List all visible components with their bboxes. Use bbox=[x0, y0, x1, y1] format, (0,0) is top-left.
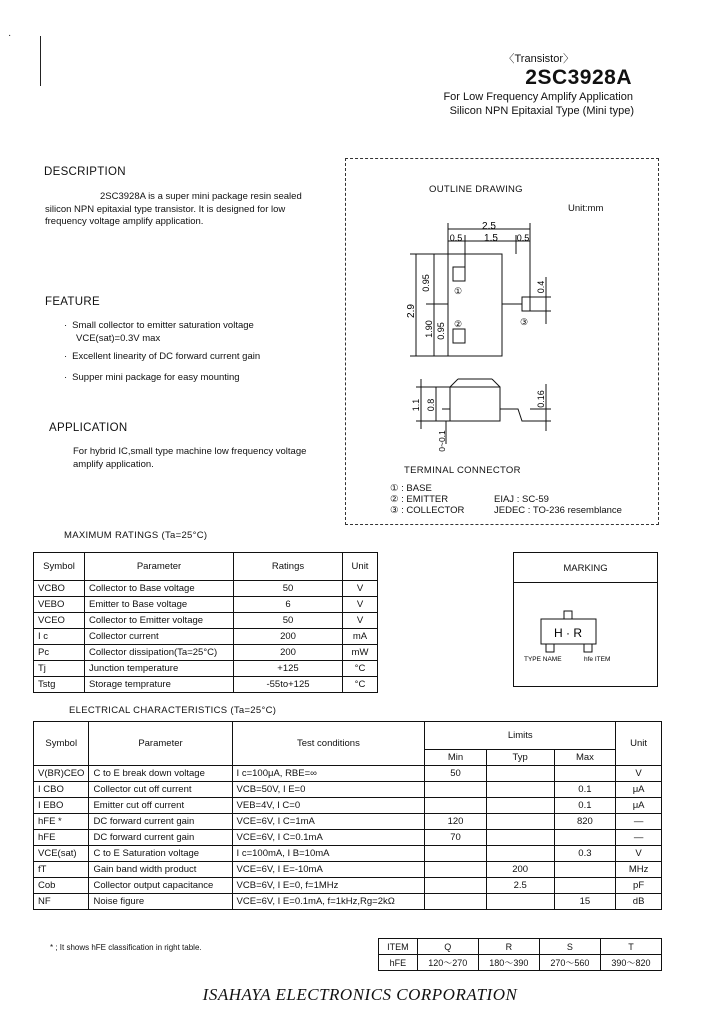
cell-typ bbox=[486, 798, 554, 814]
col-symbol: Symbol bbox=[34, 553, 85, 581]
cell-unit: MHz bbox=[616, 862, 662, 878]
cell-parameter: Gain band width product bbox=[89, 862, 232, 878]
cell-symbol: VCEO bbox=[34, 613, 85, 629]
cell-conditions: VEB=4V, I C=0 bbox=[232, 798, 425, 814]
cell-symbol: Tstg bbox=[34, 677, 85, 693]
electrical-table bbox=[33, 721, 662, 910]
table-row bbox=[34, 878, 662, 894]
cell-unit: V bbox=[343, 597, 378, 613]
footer-company: ISAHAYA ELECTRONICS CORPORATION bbox=[202, 985, 518, 1004]
cell-unit: V bbox=[343, 613, 378, 629]
cell-symbol: Cob bbox=[34, 878, 89, 894]
title-block bbox=[443, 50, 632, 118]
cell-symbol: hFE * bbox=[34, 814, 89, 830]
cell-min bbox=[425, 878, 486, 894]
outline-drawing-box bbox=[345, 158, 659, 525]
cell-parameter: Noise figure bbox=[89, 894, 232, 910]
cell-typ bbox=[486, 782, 554, 798]
cell-parameter: C to E Saturation voltage bbox=[89, 846, 232, 862]
package-standards: EIAJ : SC-59 JEDEC : TO-236 resemblance bbox=[494, 494, 622, 516]
cell-max bbox=[554, 830, 616, 846]
dim-0-5-left: 0.5 bbox=[449, 233, 463, 243]
dim-1-1: 1.1 bbox=[411, 398, 421, 412]
electrical-body bbox=[34, 766, 662, 910]
cell-rating: -55to+125 bbox=[234, 677, 343, 693]
table-row bbox=[34, 645, 378, 661]
hfe-value-cell: 120～270 bbox=[417, 955, 478, 971]
feature-item: · Supper mini package for easy mounting bbox=[64, 372, 354, 385]
dim-0-8: 0.8 bbox=[426, 398, 436, 412]
dim-2-5: 2.5 bbox=[482, 221, 496, 232]
cell-unit: mA bbox=[343, 629, 378, 645]
cell-unit: °C bbox=[343, 677, 378, 693]
marking-diagram bbox=[514, 585, 657, 685]
table-row bbox=[34, 613, 378, 629]
hfe-note: * ; It shows hFE classification in right table. bbox=[50, 943, 202, 952]
cell-conditions: VCE=6V, I C=1mA bbox=[232, 814, 425, 830]
cell-symbol: NF bbox=[34, 894, 89, 910]
cell-rating: 200 bbox=[234, 645, 343, 661]
cell-parameter: Junction temperature bbox=[85, 661, 234, 677]
cell-conditions: VCB=50V, I E=0 bbox=[232, 782, 425, 798]
hfe-class-table bbox=[378, 938, 662, 971]
cell-typ bbox=[486, 894, 554, 910]
cell-conditions: VCE=6V, I E=0.1mA, f=1kHz,Rg=2kΩ bbox=[232, 894, 425, 910]
hfe-head-cell: Q bbox=[417, 939, 478, 955]
dim-0-95-bottom: 0.95 bbox=[436, 322, 446, 340]
description-heading: DESCRIPTION bbox=[44, 166, 126, 178]
cell-unit: dB bbox=[616, 894, 662, 910]
unit-label: Unit:mm bbox=[568, 203, 604, 214]
hfe-head-cell: R bbox=[478, 939, 539, 955]
col-parameter: Parameter bbox=[89, 722, 232, 766]
outline-heading: OUTLINE DRAWING bbox=[429, 184, 523, 195]
cell-conditions: VCE=6V, I E=-10mA bbox=[232, 862, 425, 878]
marking-heading: MARKING bbox=[563, 563, 608, 574]
col-parameter: Parameter bbox=[85, 553, 234, 581]
cell-rating: 6 bbox=[234, 597, 343, 613]
feature-list bbox=[64, 320, 354, 384]
dim-0-0-1: 0~0.1 bbox=[437, 430, 447, 452]
hfe-head-cell: T bbox=[600, 939, 661, 955]
cell-typ bbox=[486, 846, 554, 862]
cell-parameter: Collector to Base voltage bbox=[85, 581, 234, 597]
cell-parameter: Collector to Emitter voltage bbox=[85, 613, 234, 629]
cell-max: 0.1 bbox=[554, 798, 616, 814]
dim-0-5-right: 0.5 bbox=[516, 233, 530, 243]
col-typ: Typ bbox=[486, 750, 554, 766]
dim-1-90: 1.90 bbox=[424, 320, 434, 338]
col-conditions: Test conditions bbox=[232, 722, 425, 766]
dim-0-16: 0.16 bbox=[536, 390, 546, 408]
col-limits: Limits bbox=[425, 722, 616, 750]
dim-0-4: 0.4 bbox=[536, 280, 546, 294]
hfe-head-row bbox=[379, 939, 662, 955]
cell-rating: 50 bbox=[234, 613, 343, 629]
electrical-heading: ELECTRICAL CHARACTERISTICS (Ta=25°C) bbox=[69, 705, 277, 716]
part-number: 2SC3928A bbox=[525, 66, 632, 89]
pin-1-label: ① bbox=[453, 286, 463, 296]
dim-1-5: 1.5 bbox=[484, 233, 498, 244]
cell-symbol: I c bbox=[34, 629, 85, 645]
max-ratings-body bbox=[34, 581, 378, 693]
cell-min bbox=[425, 862, 486, 878]
cell-min bbox=[425, 894, 486, 910]
corner-mark: · bbox=[8, 30, 12, 41]
cell-symbol: I CBO bbox=[34, 782, 89, 798]
table-row bbox=[34, 798, 662, 814]
max-ratings-table bbox=[33, 552, 378, 693]
cell-unit: mW bbox=[343, 645, 378, 661]
lead-2 bbox=[453, 329, 465, 343]
table-row bbox=[34, 814, 662, 830]
cell-symbol: VEBO bbox=[34, 597, 85, 613]
feature-item: · Small collector to emitter saturation voltage bbox=[64, 320, 354, 333]
cell-unit: — bbox=[616, 814, 662, 830]
margin-rule bbox=[40, 36, 41, 86]
terminal-heading: TERMINAL CONNECTOR bbox=[404, 465, 521, 476]
application-heading: APPLICATION bbox=[49, 422, 128, 434]
col-symbol: Symbol bbox=[34, 722, 89, 766]
hfe-value-row bbox=[379, 955, 662, 971]
type-name-label: TYPE NAME bbox=[524, 656, 562, 663]
feature-item-sub: VCE(sat)=0.3V max bbox=[76, 332, 161, 344]
cell-max: 15 bbox=[554, 894, 616, 910]
marking-divider bbox=[514, 582, 657, 583]
cell-symbol: VCBO bbox=[34, 581, 85, 597]
cell-min: 50 bbox=[425, 766, 486, 782]
pin-3-label: ③ bbox=[519, 317, 529, 327]
table-row bbox=[34, 766, 662, 782]
table-row bbox=[34, 629, 378, 645]
cell-typ bbox=[486, 814, 554, 830]
cell-max bbox=[554, 862, 616, 878]
col-unit: Unit bbox=[343, 553, 378, 581]
max-ratings-heading: MAXIMUM RATINGS (Ta=25°C) bbox=[64, 530, 208, 541]
cell-symbol: V(BR)CEO bbox=[34, 766, 89, 782]
col-min: Min bbox=[425, 750, 486, 766]
cell-unit: V bbox=[616, 766, 662, 782]
cell-min bbox=[425, 846, 486, 862]
cell-symbol: I EBO bbox=[34, 798, 89, 814]
cell-rating: 50 bbox=[234, 581, 343, 597]
cell-unit: — bbox=[616, 830, 662, 846]
cell-parameter: DC forward current gain bbox=[89, 814, 232, 830]
table-row bbox=[34, 782, 662, 798]
hfe-value-cell: 180～390 bbox=[478, 955, 539, 971]
cell-max: 820 bbox=[554, 814, 616, 830]
cell-unit: pF bbox=[616, 878, 662, 894]
cell-unit: V bbox=[343, 581, 378, 597]
feature-item: · Excellent linearity of DC forward current gain bbox=[64, 351, 354, 364]
lead-3 bbox=[522, 297, 530, 311]
cell-max bbox=[554, 766, 616, 782]
cell-unit: μA bbox=[616, 782, 662, 798]
col-unit: Unit bbox=[616, 722, 662, 766]
package-top-view bbox=[448, 254, 502, 356]
pin-2-label: ② bbox=[453, 319, 463, 329]
cell-typ: 2.5 bbox=[486, 878, 554, 894]
cell-max bbox=[554, 878, 616, 894]
hfe-value-cell: hFE bbox=[379, 955, 418, 971]
cell-typ: 200 bbox=[486, 862, 554, 878]
cell-unit: μA bbox=[616, 798, 662, 814]
table-row bbox=[34, 677, 378, 693]
cell-unit: °C bbox=[343, 661, 378, 677]
cell-parameter: Emitter to Base voltage bbox=[85, 597, 234, 613]
cell-unit: V bbox=[616, 846, 662, 862]
cell-symbol: VCE(sat) bbox=[34, 846, 89, 862]
cell-min bbox=[425, 798, 486, 814]
package-side-view bbox=[450, 387, 500, 421]
table-row bbox=[34, 597, 378, 613]
cell-parameter: Collector cut off current bbox=[89, 782, 232, 798]
cell-max: 0.3 bbox=[554, 846, 616, 862]
marking-code: H · R bbox=[554, 626, 582, 640]
cell-min bbox=[425, 782, 486, 798]
cell-typ bbox=[486, 830, 554, 846]
cell-max: 0.1 bbox=[554, 782, 616, 798]
cell-conditions: VCE=6V, I C=0.1mA bbox=[232, 830, 425, 846]
subtitle-2: Silicon NPN Epitaxial Type (Mini type) bbox=[449, 105, 634, 117]
cell-min: 120 bbox=[425, 814, 486, 830]
table-row bbox=[34, 846, 662, 862]
hfe-value-cell: 390～820 bbox=[600, 955, 661, 971]
cell-conditions: VCB=6V, I E=0, f=1MHz bbox=[232, 878, 425, 894]
application-text: For hybrid IC,small type machine low frequency voltage amplify application. bbox=[73, 446, 307, 470]
terminal-list: ① : BASE ② : EMITTER ③ : COLLECTOR bbox=[390, 483, 465, 516]
cell-typ bbox=[486, 766, 554, 782]
cell-rating: +125 bbox=[234, 661, 343, 677]
cell-symbol: Pc bbox=[34, 645, 85, 661]
marking-box bbox=[513, 552, 658, 687]
cell-rating: 200 bbox=[234, 629, 343, 645]
cell-parameter: Storage temprature bbox=[85, 677, 234, 693]
table-row bbox=[34, 862, 662, 878]
cell-parameter: Emitter cut off current bbox=[89, 798, 232, 814]
hfe-head-cell: S bbox=[539, 939, 600, 955]
cell-parameter: Collector output capacitance bbox=[89, 878, 232, 894]
hfe-head-cell: ITEM bbox=[379, 939, 418, 955]
table-row bbox=[34, 830, 662, 846]
feature-heading: FEATURE bbox=[45, 296, 100, 308]
cell-min: 70 bbox=[425, 830, 486, 846]
cell-conditions: I c=100mA, I B=10mA bbox=[232, 846, 425, 862]
table-row bbox=[34, 581, 378, 597]
cell-parameter: Collector current bbox=[85, 629, 234, 645]
cell-parameter: Collector dissipation(Ta=25°C) bbox=[85, 645, 234, 661]
subtitle-1: For Low Frequency Amplify Application bbox=[443, 91, 633, 103]
hfe-value-cell: 270～560 bbox=[539, 955, 600, 971]
col-ratings: Ratings bbox=[234, 553, 343, 581]
cell-symbol: hFE bbox=[34, 830, 89, 846]
table-row bbox=[34, 661, 378, 677]
cell-parameter: DC forward current gain bbox=[89, 830, 232, 846]
category-label: 〈Transistor〉 bbox=[503, 53, 574, 65]
table-row bbox=[34, 894, 662, 910]
cell-parameter: C to E break down voltage bbox=[89, 766, 232, 782]
dim-0-95-top: 0.95 bbox=[421, 274, 431, 292]
cell-symbol: fT bbox=[34, 862, 89, 878]
description-text: 2SC3928A is a super mini package resin sealed silicon NPN epitaxial type transistor. It is designed for low frequency voltage amplify application. bbox=[45, 191, 302, 227]
dim-2-9: 2.9 bbox=[406, 304, 417, 318]
lead-1 bbox=[453, 267, 465, 281]
cell-conditions: I c=100μA, RBE=∞ bbox=[232, 766, 425, 782]
cell-symbol: Tj bbox=[34, 661, 85, 677]
col-max: Max bbox=[554, 750, 616, 766]
hfe-item-label: hfe ITEM bbox=[584, 656, 611, 663]
